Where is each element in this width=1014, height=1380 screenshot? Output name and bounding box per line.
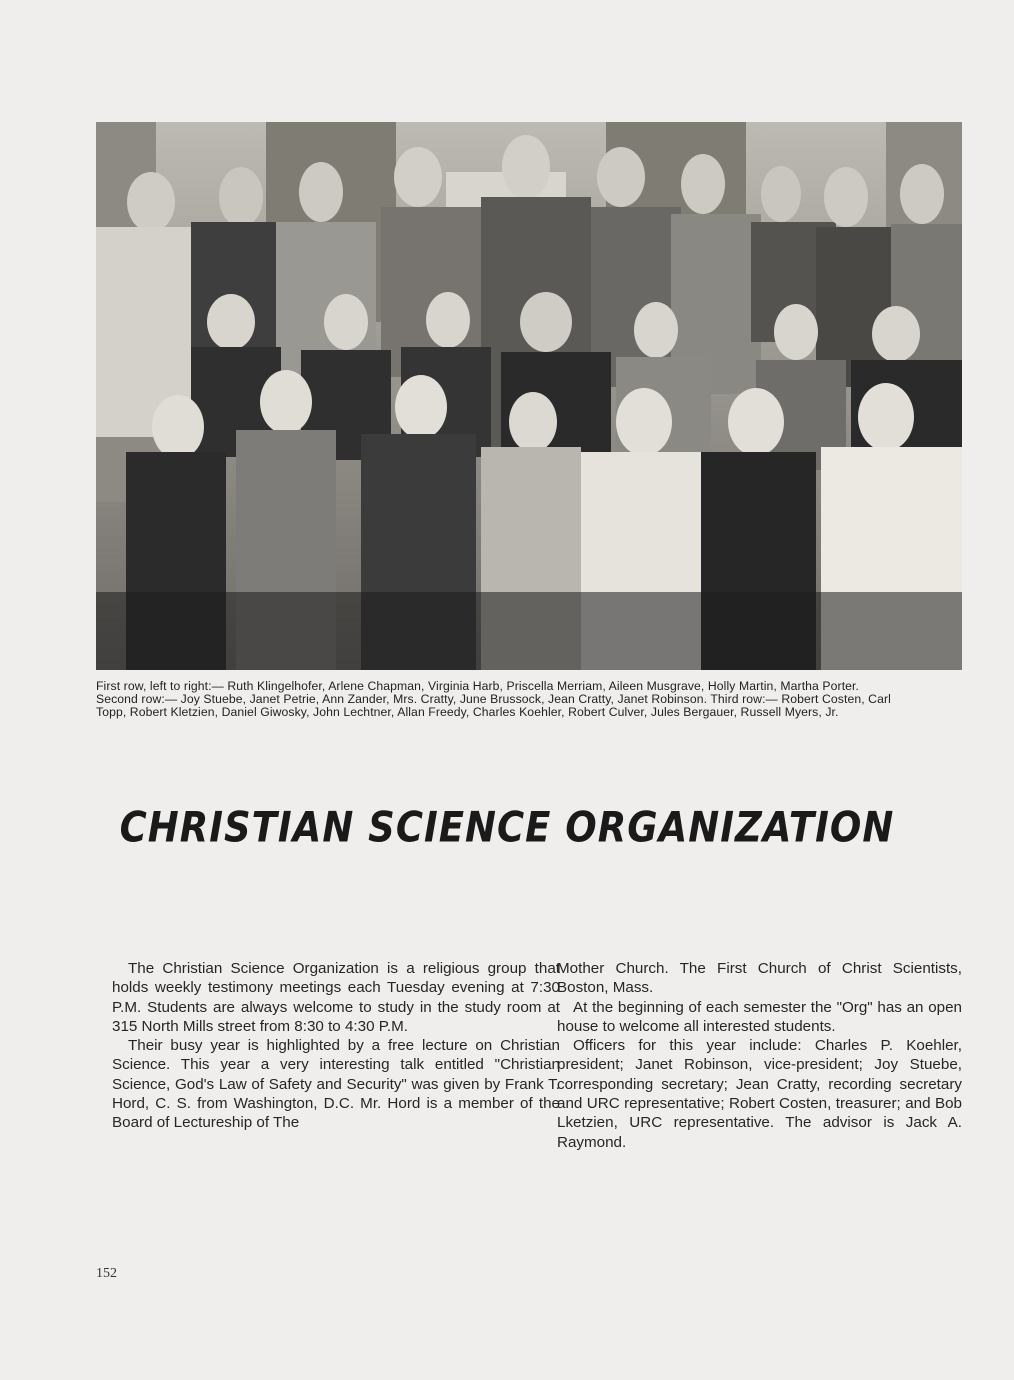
photo-caption <box>96 680 966 719</box>
body-paragraph: The Christian Science Organization is a religious group that holds weekly testimony meetings each Tuesday evening at 7:30 P.M. Students are always welcome to study in the study room at 315 North Mills street from 8:30 to 4:30 P.M. <box>112 960 560 1035</box>
body-column-left <box>112 959 560 1133</box>
body-paragraph: Officers for this year include: Charles P. Koehler, president; Janet Robinson, vice-president; Joy Stuebe, corresponding secretary; Jean Cratty, recording secretary and URC representative; Robert Costen, treasurer; and Bob Lketzien, URC representative. The advisor is Jack A. Raymond. <box>557 1037 962 1151</box>
group-photo-icon <box>96 122 962 670</box>
caption-line: Second row:— Joy Stuebe, Janet Petrie, Ann Zander, Mrs. Cratty, June Brussock, Jean Cratty, Janet Robinson. Third row:— Robert Costen, Carl <box>96 692 891 706</box>
caption-line: Topp, Robert Kletzien, Daniel Giwosky, John Lechtner, Allan Freedy, Charles Koehler, Robert Culver, Jules Bergauer, Russell Myers, Jr. <box>96 705 839 719</box>
group-photo <box>96 122 962 670</box>
body-paragraph: At the beginning of each semester the "Org" has an open house to welcome all interested students. <box>557 998 962 1035</box>
body-paragraph: Mother Church. The First Church of Christ Scientists, Boston, Mass. <box>557 960 962 997</box>
page-title: CHRISTIAN SCIENCE ORGANIZATION <box>119 803 895 852</box>
body-paragraph: Their busy year is highlighted by a free lecture on Christian Science. This year a very interesting talk entitled "Christian Science, God's Law of Safety and Security" was given by Frank T. Hord, C. S. from Washington, D.C. Mr. Hord is a member of the Board of Lectureship of The <box>112 1037 560 1132</box>
body-column-right <box>557 959 962 1152</box>
page-number: 152 <box>96 1266 117 1281</box>
caption-line: First row, left to right:— Ruth Klingelhofer, Arlene Chapman, Virginia Harb, Priscella Merriam, Aileen Musgrave, Holly Martin, Martha Porter. <box>96 679 860 693</box>
